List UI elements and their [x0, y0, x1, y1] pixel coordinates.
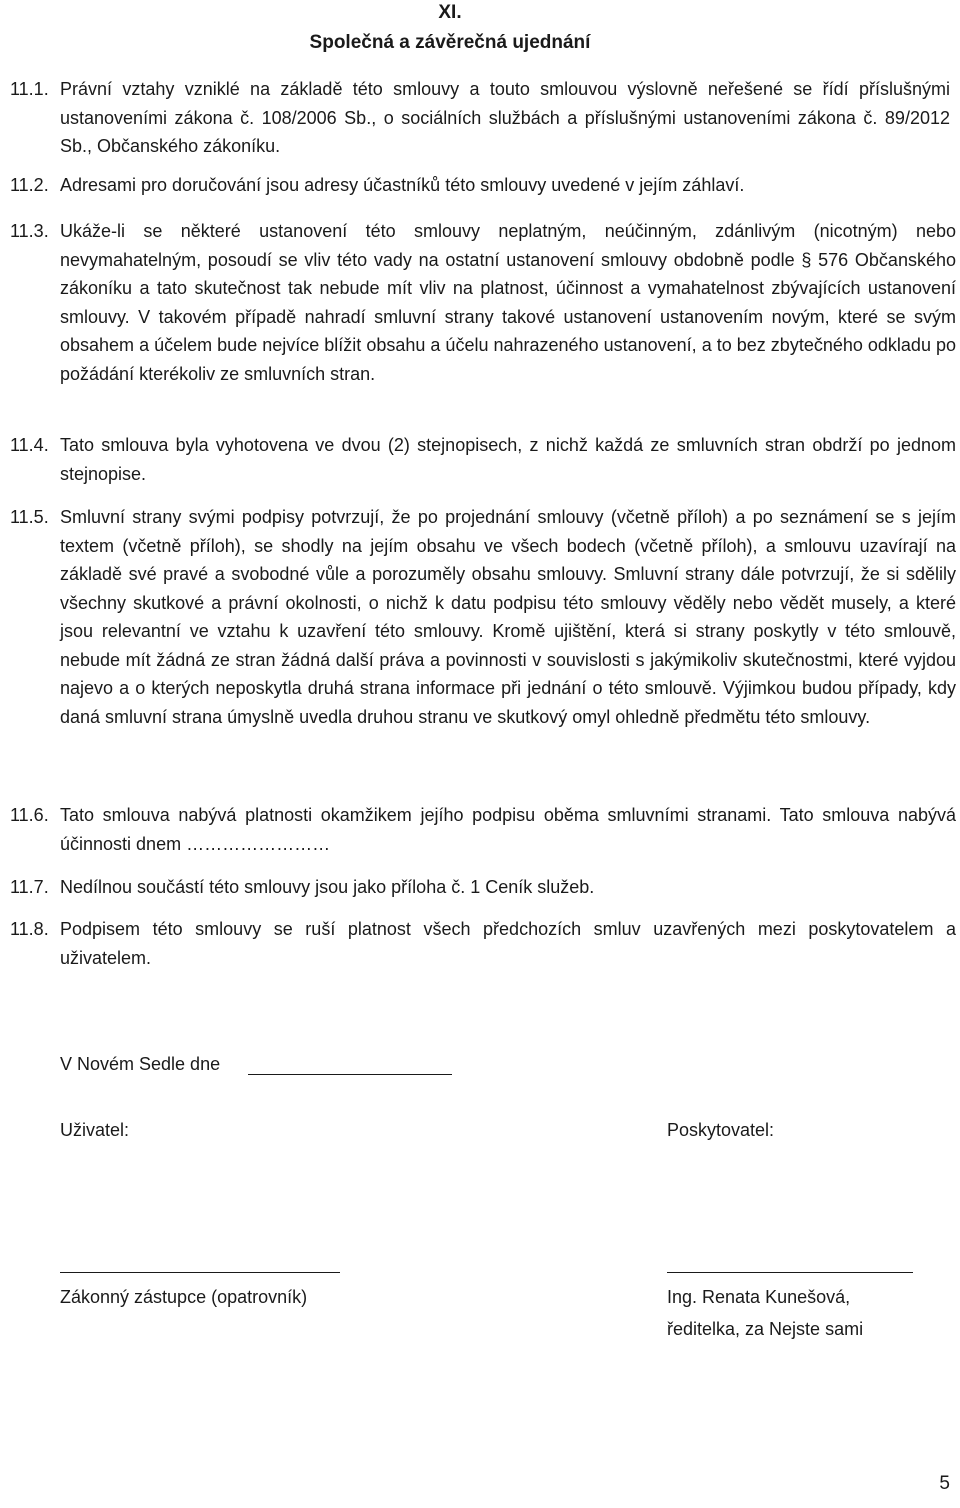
clause-text: Tato smlouva byla vyhotovena ve dvou (2) stejnopisech, z nichž každá ze smluvních stran obdrží po jednom stejnopise. [60, 435, 956, 484]
user-signature-line [60, 1272, 340, 1273]
clause-text: Adresami pro doručování jsou adresy účastníků této smlouvy uvedené v jejím záhlaví. [60, 175, 745, 195]
clause-number: 11.5. [10, 507, 49, 527]
clause-number: 11.8. [10, 919, 49, 939]
page-number: 5 [939, 1473, 950, 1494]
clause-text: Tato smlouva nabývá platnosti okamžikem jejího podpisu oběma smluvními stranami. Tato smlouva nabývá účinnosti dnem …………………… [60, 805, 956, 854]
user-signatory: Zákonný zástupce (opatrovník) [60, 1287, 308, 1307]
user-label: Uživatel: [60, 1120, 130, 1140]
clause-number: 11.7. [10, 877, 49, 897]
clause-number: 11.4. [10, 435, 49, 455]
date-line [248, 1074, 452, 1075]
provider-role: ředitelka, za Nejste sami [667, 1319, 864, 1339]
provider-label: Poskytovatel: [667, 1120, 775, 1140]
provider-signature-line [667, 1272, 913, 1273]
clause-number: 11.3. [10, 221, 49, 241]
chapter-number: XI. [438, 2, 462, 23]
clause-number: 11.2. [10, 175, 49, 195]
clause-text: Podpisem této smlouvy se ruší platnost všech předchozích smluv uzavřených mezi poskytovatelem a uživatelem. [60, 919, 956, 968]
clause-text: Právní vztahy vzniklé na základě této smlouvy a touto smlouvou výslovně neřešené se řídí příslušnými ustanoveními zákona č. 108/2006 Sb., o sociálních službách a příslušnými ustanoveními zákona č. 89/2012 Sb., Občanského zákoníku. [60, 79, 950, 156]
clause-text: Ukáže-li se některé ustanovení této smlouvy neplatným, neúčinným, zdánlivým (nicotným) nebo nevymahatelným, posoudí se vliv této vady na ostatní ustanovení smlouvy obdobně podle § 576 Občanského zákoníku a tato skutečnost tak nebude mít vliv na platnost, účinnost a vymahatelnost zbývajících ustanovení smlouvy. V takovém případě nahradí smluvní strany takové ustanovení ustanovením novým, které se svým obsahem a účelem bude nejvíce blížit obsahu a účelu nahrazeného ustanovení, a to bez zbytečného odkladu po požádání kterékoliv ze smluvních stran. [60, 221, 956, 384]
clause-text: Smluvní strany svými podpisy potvrzují, že po projednání smlouvy (včetně příloh) a po seznámení se s jejím textem (včetně příloh), se shodly na jejím obsahu ve všech bodech (včetně příloh), a smlouvu uzavírají na základě své pravé a svobodné vůle a porozuměly obsahu smlouvy. Smluvní strany dále potvrzují, že si sdělily všechny skutkové a právní okolnosti, o nichž k datu podpisu této smlouvy věděly nebo vědět musely, a které jsou relevantní ve vztahu k uzavření této smlouvy. Kromě ujištění, která si strany poskytly v této smlouvě, nebude mít žádná ze stran žádná další práva a povinnosti v souvislosti s jakýmikoliv skutečnostmi, které vyjdou najevo a o kterých neposkytla druhá strana informace při jednání o této smlouvě. Výjimkou budou případy, kdy daná smluvní strana úmyslně uvedla druhou stranu ve skutkový omyl ohledně předmětu této smlouvy. [60, 507, 956, 727]
section-title: Společná a závěrečná ujednání [309, 32, 591, 53]
clause-number: 11.6. [10, 805, 49, 825]
provider-name: Ing. Renata Kunešová, [667, 1287, 851, 1307]
clause-text: Nedílnou součástí této smlouvy jsou jako příloha č. 1 Ceník služeb. [60, 877, 595, 897]
clause-number: 11.1. [10, 79, 49, 99]
place-date-label: V Novém Sedle dne [60, 1054, 221, 1074]
